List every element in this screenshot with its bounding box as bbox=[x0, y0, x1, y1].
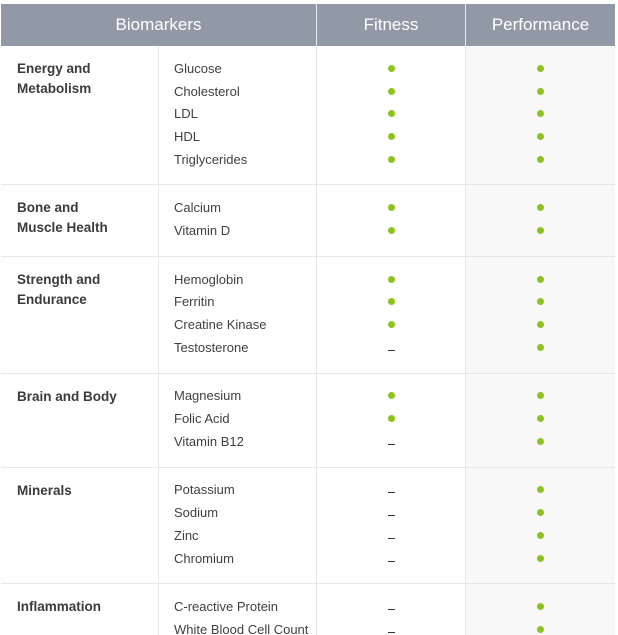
table-header bbox=[1, 4, 615, 46]
table-row-group bbox=[1, 46, 615, 185]
not-included-dash-icon bbox=[388, 561, 395, 562]
category-label bbox=[1, 46, 159, 184]
included-dot-icon bbox=[388, 298, 395, 305]
inclusion-cell bbox=[466, 336, 615, 359]
biomarker-list bbox=[159, 46, 317, 184]
fitness-column bbox=[317, 468, 466, 584]
included-dot-icon bbox=[537, 555, 544, 562]
included-dot-icon bbox=[537, 204, 544, 211]
included-dot-icon bbox=[537, 276, 544, 283]
fitness-column bbox=[317, 584, 466, 635]
inclusion-cell bbox=[466, 430, 615, 453]
category-label-line: Strength and bbox=[17, 271, 101, 287]
inclusion-cell bbox=[466, 385, 615, 408]
included-dot-icon bbox=[537, 415, 544, 422]
biomarker-name: Folic Acid bbox=[174, 411, 230, 427]
inclusion-cell bbox=[317, 618, 465, 635]
biomarker-name: White Blood Cell Count bbox=[174, 621, 309, 635]
inclusion-cell bbox=[466, 148, 615, 171]
inclusion-cell bbox=[317, 547, 465, 570]
biomarker-name: Ferritin bbox=[174, 294, 215, 310]
biomarker-name: Glucose bbox=[174, 60, 222, 76]
inclusion-cell bbox=[466, 501, 615, 524]
inclusion-cell bbox=[317, 430, 465, 453]
fitness-column bbox=[317, 374, 466, 467]
included-dot-icon bbox=[388, 156, 395, 163]
not-included-dash-icon bbox=[388, 515, 395, 516]
biomarker-name: Zinc bbox=[174, 527, 199, 543]
included-dot-icon bbox=[388, 392, 395, 399]
not-included-dash-icon bbox=[388, 444, 395, 445]
table-row-group bbox=[1, 374, 615, 468]
performance-column bbox=[466, 257, 615, 373]
included-dot-icon bbox=[388, 133, 395, 140]
category-label-line: Metabolism bbox=[17, 81, 92, 96]
inclusion-cell bbox=[466, 57, 615, 80]
biomarker-name: Calcium bbox=[174, 200, 221, 216]
category-label-line: Muscle Health bbox=[17, 220, 108, 236]
category-label bbox=[1, 468, 159, 584]
included-dot-icon bbox=[537, 486, 544, 493]
not-included-dash-icon bbox=[388, 538, 395, 539]
inclusion-cell bbox=[466, 102, 615, 125]
category-label bbox=[1, 374, 159, 467]
inclusion-cell bbox=[317, 385, 465, 408]
inclusion-cell bbox=[317, 595, 465, 618]
inclusion-cell bbox=[317, 268, 465, 291]
included-dot-icon bbox=[388, 321, 395, 328]
biomarker-comparison-table bbox=[1, 4, 615, 635]
inclusion-cell bbox=[466, 80, 615, 103]
category-label bbox=[1, 257, 159, 373]
included-dot-icon bbox=[537, 156, 544, 163]
inclusion-cell bbox=[317, 313, 465, 336]
biomarker-name: Vitamin D bbox=[174, 222, 231, 238]
performance-column bbox=[466, 468, 615, 584]
category-label-line: Minerals bbox=[17, 482, 72, 498]
included-dot-icon bbox=[537, 321, 544, 328]
table-row-group bbox=[1, 584, 615, 635]
inclusion-cell bbox=[466, 196, 615, 219]
included-dot-icon bbox=[537, 88, 544, 95]
biomarker-list bbox=[159, 374, 317, 467]
inclusion-cell bbox=[317, 407, 465, 430]
not-included-dash-icon bbox=[388, 350, 395, 351]
inclusion-cell bbox=[466, 618, 615, 635]
biomarker-name: Sodium bbox=[174, 505, 219, 521]
inclusion-cell bbox=[317, 501, 465, 524]
included-dot-icon bbox=[388, 276, 395, 283]
biomarker-list bbox=[159, 468, 317, 584]
included-dot-icon bbox=[537, 65, 544, 72]
header-fitness: Fitness bbox=[317, 4, 466, 46]
inclusion-cell bbox=[317, 80, 465, 103]
inclusion-cell bbox=[317, 148, 465, 171]
performance-column bbox=[466, 46, 615, 184]
biomarker-name: Creatine Kinase bbox=[174, 317, 267, 333]
inclusion-cell bbox=[317, 336, 465, 359]
fitness-column bbox=[317, 46, 466, 184]
inclusion-cell bbox=[317, 196, 465, 219]
inclusion-cell bbox=[466, 479, 615, 502]
performance-column bbox=[466, 584, 615, 635]
performance-column bbox=[466, 185, 615, 255]
inclusion-cell bbox=[466, 524, 615, 547]
table-row-group bbox=[1, 257, 615, 374]
inclusion-cell bbox=[466, 313, 615, 336]
included-dot-icon bbox=[537, 509, 544, 516]
biomarker-name: C-reactive Protein bbox=[174, 599, 279, 615]
biomarker-list bbox=[159, 584, 317, 635]
category-label bbox=[1, 185, 159, 255]
included-dot-icon bbox=[388, 415, 395, 422]
included-dot-icon bbox=[388, 88, 395, 95]
fitness-column bbox=[317, 185, 466, 255]
biomarker-name: LDL bbox=[174, 106, 198, 122]
inclusion-cell bbox=[466, 268, 615, 291]
inclusion-cell bbox=[466, 219, 615, 242]
inclusion-cell bbox=[466, 291, 615, 314]
inclusion-cell bbox=[317, 291, 465, 314]
table-body bbox=[1, 46, 615, 635]
not-included-dash-icon bbox=[388, 609, 395, 610]
category-label-line: Brain and Body bbox=[17, 388, 117, 404]
biomarker-name: Triglycerides bbox=[174, 151, 248, 167]
included-dot-icon bbox=[537, 438, 544, 445]
included-dot-icon bbox=[388, 227, 395, 234]
inclusion-cell bbox=[317, 479, 465, 502]
category-label bbox=[1, 584, 159, 635]
inclusion-cell bbox=[466, 547, 615, 570]
biomarker-name: Potassium bbox=[174, 482, 235, 498]
biomarker-list bbox=[159, 257, 317, 373]
inclusion-cell bbox=[317, 125, 465, 148]
included-dot-icon bbox=[388, 204, 395, 211]
biomarker-name: Testosterone bbox=[174, 339, 249, 355]
included-dot-icon bbox=[388, 110, 395, 117]
biomarker-name: Vitamin B12 bbox=[174, 433, 244, 449]
included-dot-icon bbox=[537, 133, 544, 140]
included-dot-icon bbox=[537, 532, 544, 539]
category-label-line: Inflammation bbox=[17, 599, 102, 615]
included-dot-icon bbox=[537, 298, 544, 305]
inclusion-cell bbox=[317, 219, 465, 242]
category-label-line: Energy and bbox=[17, 61, 91, 76]
included-dot-icon bbox=[537, 626, 544, 633]
category-label-line: Endurance bbox=[17, 291, 87, 307]
category-label-line: Bone and bbox=[17, 200, 79, 216]
biomarker-name: HDL bbox=[174, 128, 201, 144]
included-dot-icon bbox=[537, 227, 544, 234]
included-dot-icon bbox=[388, 65, 395, 72]
included-dot-icon bbox=[537, 392, 544, 399]
included-dot-icon bbox=[537, 603, 544, 610]
inclusion-cell bbox=[466, 595, 615, 618]
biomarker-name: Cholesterol bbox=[174, 83, 240, 99]
biomarker-list bbox=[159, 185, 317, 255]
inclusion-cell bbox=[466, 407, 615, 430]
header-performance: Performance bbox=[491, 15, 590, 34]
table-row-group bbox=[1, 468, 615, 585]
fitness-column bbox=[317, 257, 466, 373]
performance-column bbox=[466, 374, 615, 467]
biomarker-name: Hemoglobin bbox=[174, 271, 244, 287]
inclusion-cell bbox=[466, 125, 615, 148]
inclusion-cell bbox=[317, 102, 465, 125]
not-included-dash-icon bbox=[388, 632, 395, 633]
inclusion-cell bbox=[317, 57, 465, 80]
included-dot-icon bbox=[537, 110, 544, 117]
inclusion-cell bbox=[317, 524, 465, 547]
biomarker-name: Magnesium bbox=[174, 388, 242, 404]
header-biomarkers: Biomarkers bbox=[1, 4, 317, 46]
table-row-group bbox=[1, 185, 615, 256]
biomarker-name: Chromium bbox=[174, 550, 234, 566]
included-dot-icon bbox=[537, 344, 544, 351]
not-included-dash-icon bbox=[388, 492, 395, 493]
